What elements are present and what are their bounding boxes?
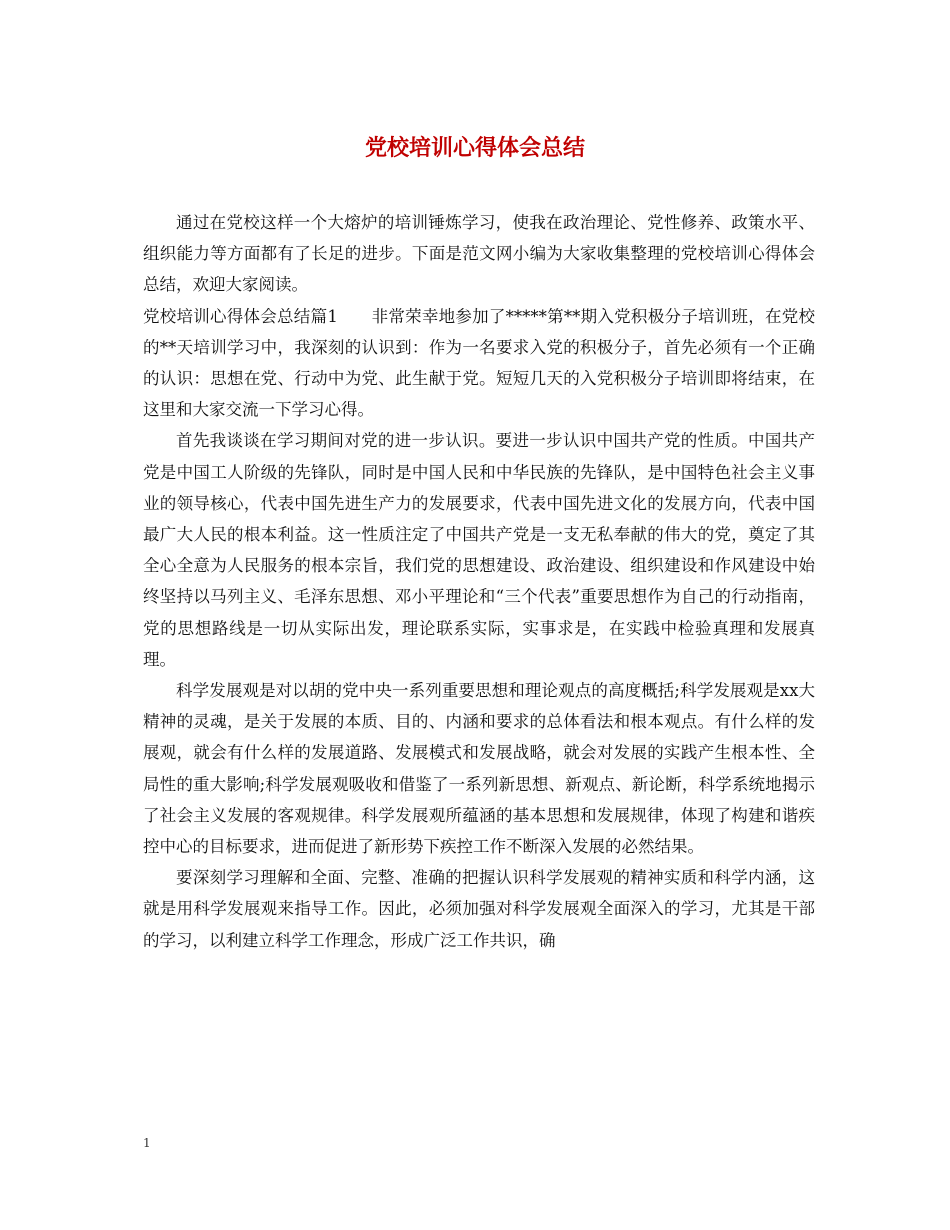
document-title: 党校培训心得体会总结 [364,135,585,161]
intro-paragraph: 通过在党校这样一个大熔炉的培训锤炼学习，使我在政治理论、党性修养、政策水平、组织能力等方面都有了长足的进步。下面是范文网小编为大家收集整理的党校培训心得体会总结，欢迎大家阅读。 [143,213,815,295]
article-section-paragraph: 党校培训心得体会总结篇1 非常荣幸地参加了*****第**期入党积极分子培训班，在党校的**天培训学习中，我深刻的认识到：作为一名要求入党的积极分子，首先必须有一个正确的认识：思想在党、行动中为党、此生献于党。短短几天的入党积极分子培训即将结束，在这里和大家交流一下学习心得。 [143,306,815,420]
page-number: 1 [143,1136,151,1150]
document-body [143,207,815,956]
body-paragraph: 科学发展观是对以胡的党中央一系列重要思想和理论观点的高度概括;科学发展观是xx大精神的灵魂，是关于发展的本质、目的、内涵和要求的总体看法和根本观点。有什么样的发展观，就会有什么样的发展道路、发展模式和发展战略，就会对发展的实践产生根本性、全局性的重大影响;科学发展观吸收和借鉴了一系列新思想、新观点、新论断，科学系统地揭示了社会主义发展的客观规律。科学发展观所蕴涵的基本思想和发展规律，体现了构建和谐疾控中心的目标要求，进而促进了新形势下疾控工作不断深入发展的必然结果。 [143,681,815,857]
body-paragraph: 要深刻学习理解和全面、完整、准确的把握认识科学发展观的精神实质和科学内涵，这就是用科学发展观来指导工作。因此，必须加强对科学发展观全面深入的学习，尤其是干部的学习，以利建立科学工作理念，形成广泛工作共识，确 [143,868,815,950]
body-paragraph: 首先我谈谈在学习期间对党的进一步认识。要进一步认识中国共产党的性质。中国共产党是中国工人阶级的先锋队，同时是中国人民和中华民族的先锋队，是中国特色社会主义事业的领导核心，代表中国先进生产力的发展要求，代表中国先进文化的发展方向，代表中国最广大人民的根本利益。这一性质注定了中国共产党是一支无私奉献的伟大的党，奠定了其全心全意为人民服务的根本宗旨，我们党的思想建设、政治建设、组织建设和作风建设中始终坚持以马列主义、毛泽东思想、邓小平理论和“三个代表”重要思想作为自己的行动指南，党的思想路线是一切从实际出发，理论联系实际，实事求是，在实践中检验真理和发展真理。 [143,431,815,669]
